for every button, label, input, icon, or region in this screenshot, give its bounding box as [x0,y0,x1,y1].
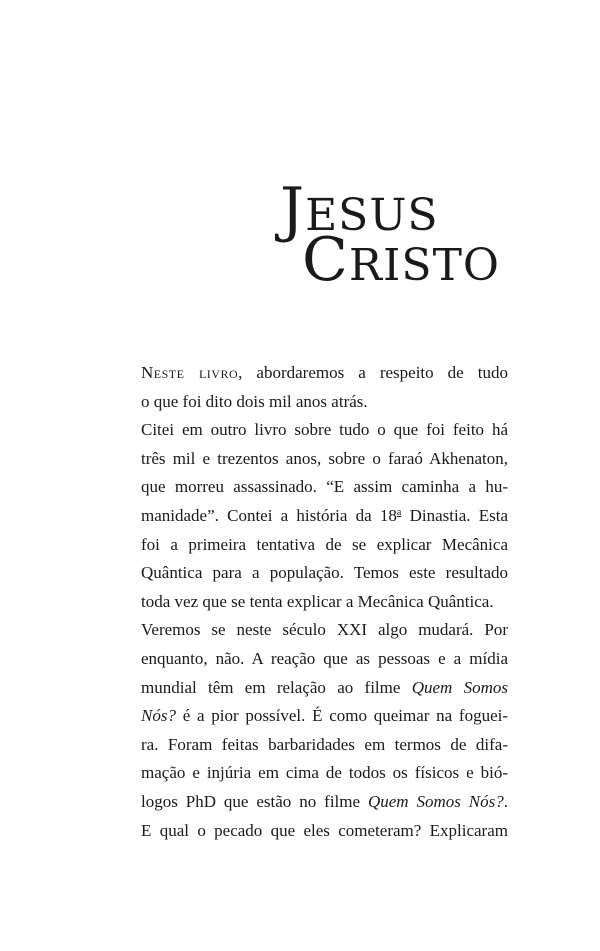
film-title: Quem Somos [411,677,509,697]
film-title: Nós? [141,706,176,726]
paragraph-line [117,702,508,731]
paragraph-2 [117,416,508,616]
paragraph-line: Quântica para a população. Temos este resultado [141,563,508,583]
paragraph-line: três mil e trezentos anos, sobre o faraó Akhenaton, [141,448,508,468]
line-text: mundial têm em relação ao filme [141,677,412,697]
paragraph-line: foi a primeira tentativa de se explicar Mecânica [141,534,508,554]
body-text [117,359,508,845]
paragraph-line: Veremos se neste século XXI algo mudará. Por [141,620,508,640]
title-1-rest: ESUS [305,190,439,241]
paragraph-line [117,674,508,703]
opening-smallcaps: Neste livro [141,363,239,382]
line-text: , abordaremos a respeito de tudo [238,363,508,382]
line-text: logos PhD que estão no filme [141,791,368,811]
paragraph-line [117,788,508,817]
line-text: Dinastia. Esta [401,505,508,525]
paragraph-line: mação e injúria em cima de todos os físicos e bió- [141,763,508,783]
paragraph-line: toda vez que se tenta explicar a Mecânica Quântica. [141,591,494,611]
film-title: Quem Somos Nós? [367,791,504,811]
line-text: . [503,791,508,811]
paragraph-line [117,502,508,531]
title-1-initial: J [280,175,306,245]
paragraph-line: Citei em outro livro sobre tudo o que foi feito há [141,420,508,440]
paragraph-line: E qual o pecado que eles cometeram? Explicaram [141,820,508,840]
paragraph-3 [117,616,508,845]
paragraph-1 [117,359,508,416]
chapter-title [280,172,520,295]
line-text: manidade”. Contei a história da 18 [141,505,397,525]
line-text: é a pior possível. É como queimar na foguei- [175,706,508,726]
title-2-initial: C [302,225,349,295]
paragraph-line: enquanto, não. A reação que as pessoas e a mídia [141,648,508,668]
paragraph-line [117,359,508,388]
chapter-title-line-2 [302,225,500,295]
paragraph-line: ra. Foram feitas barbaridades em termos de difa- [141,734,508,754]
paragraph-line: o que foi dito dois mil anos atrás. [141,391,368,411]
title-2-rest: RISTO [348,240,500,291]
ordinal-indicator: a [396,506,402,518]
paragraph-line: que morreu assassinado. “E assim caminha a hu- [141,477,508,497]
